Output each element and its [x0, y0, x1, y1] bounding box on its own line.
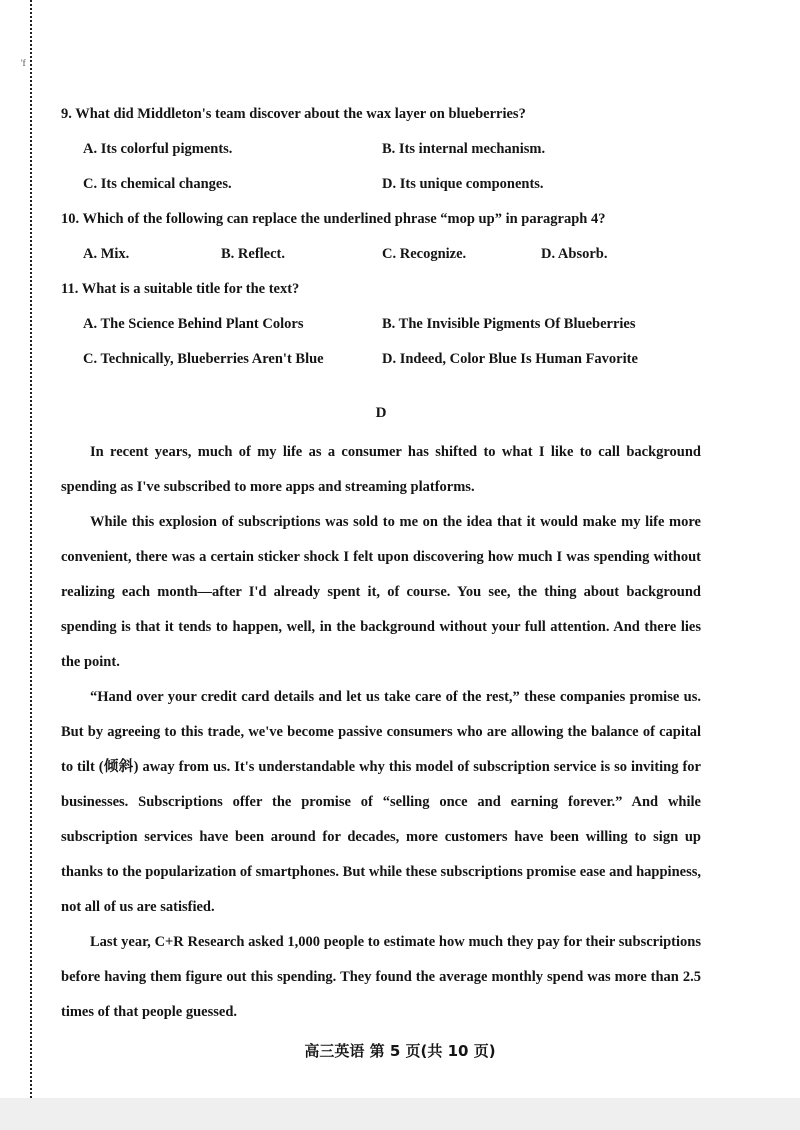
question-11-option-d[interactable]: D. Indeed, Color Blue Is Human Favorite: [382, 351, 638, 367]
section-d-title: D: [375, 405, 387, 421]
passage-paragraph-4: Last year, C+R Research asked 1,000 people to estimate how much they pay for their subscriptions before having them figure out this spending. They found the average monthly spend was more than 2.5 times of that people guessed.: [61, 934, 701, 1020]
question-9-option-b[interactable]: B. Its internal mechanism.: [382, 141, 546, 157]
question-10-option-b[interactable]: B. Reflect.: [221, 246, 286, 262]
question-10-option-a[interactable]: A. Mix.: [83, 246, 130, 262]
question-9-options-row-1: [61, 136, 701, 171]
exam-page-content: [61, 101, 701, 1030]
passage-paragraph-3: “Hand over your credit card details and let us take care of the rest,” these companies promise us. But by agreeing to this trade, we've become passive consumers who are allowing the balance of capital to tilt (倾斜) away from us. It's understandable why this model of subscription service is so inviting for businesses. Subscriptions offer the promise of “selling once and earning forever.” And while subscription services have been around for decades, more customers have been willing to sign up thanks to the popularization of smartphones. But while these subscriptions promise ease and happiness, not all of us are satisfied.: [61, 689, 701, 915]
question-9-option-a[interactable]: A. Its colorful pigments.: [83, 141, 233, 157]
question-11-stem: 11. What is a suitable title for the text?: [61, 281, 300, 297]
question-10-option-c[interactable]: C. Recognize.: [382, 246, 467, 262]
question-9-option-d[interactable]: D. Its unique components.: [382, 176, 544, 192]
question-11-option-a[interactable]: A. The Science Behind Plant Colors: [83, 316, 304, 332]
passage-paragraph-2: While this explosion of subscriptions was sold to me on the idea that it would make my life more convenient, there was a certain sticker shock I felt upon discovering how much I was spending without realizing each month—after I'd already spent it, of course. You see, the thing about background spending is that it tends to happen, well, in the background without your full attention. And there lies the point.: [61, 514, 701, 670]
passage-paragraph-1: In recent years, much of my life as a consumer has shifted to what I like to call background spending as I've subscribed to more apps and streaming platforms.: [61, 444, 701, 495]
question-11-option-b[interactable]: B. The Invisible Pigments Of Blueberries: [382, 316, 636, 332]
question-10-options-row: [61, 241, 701, 276]
binding-mark: 'f: [21, 58, 26, 68]
question-9-options-row-2: [61, 171, 701, 206]
question-9-option-c[interactable]: C. Its chemical changes.: [83, 176, 232, 192]
binding-dotted-line: [30, 0, 32, 1098]
page-footer: 高三英语 第 5 页(共 10 页): [304, 1042, 496, 1060]
scan-bottom-margin: [0, 1098, 800, 1130]
question-11-option-c[interactable]: C. Technically, Blueberries Aren't Blue: [83, 351, 324, 367]
question-11-options-row-1: [61, 311, 701, 346]
question-10-option-d[interactable]: D. Absorb.: [541, 246, 608, 262]
question-10-stem: 10. Which of the following can replace the underlined phrase “mop up” in paragraph 4?: [61, 211, 606, 227]
question-11-options-row-2: [61, 346, 701, 381]
question-9-stem: 9. What did Middleton's team discover about the wax layer on blueberries?: [61, 106, 526, 122]
